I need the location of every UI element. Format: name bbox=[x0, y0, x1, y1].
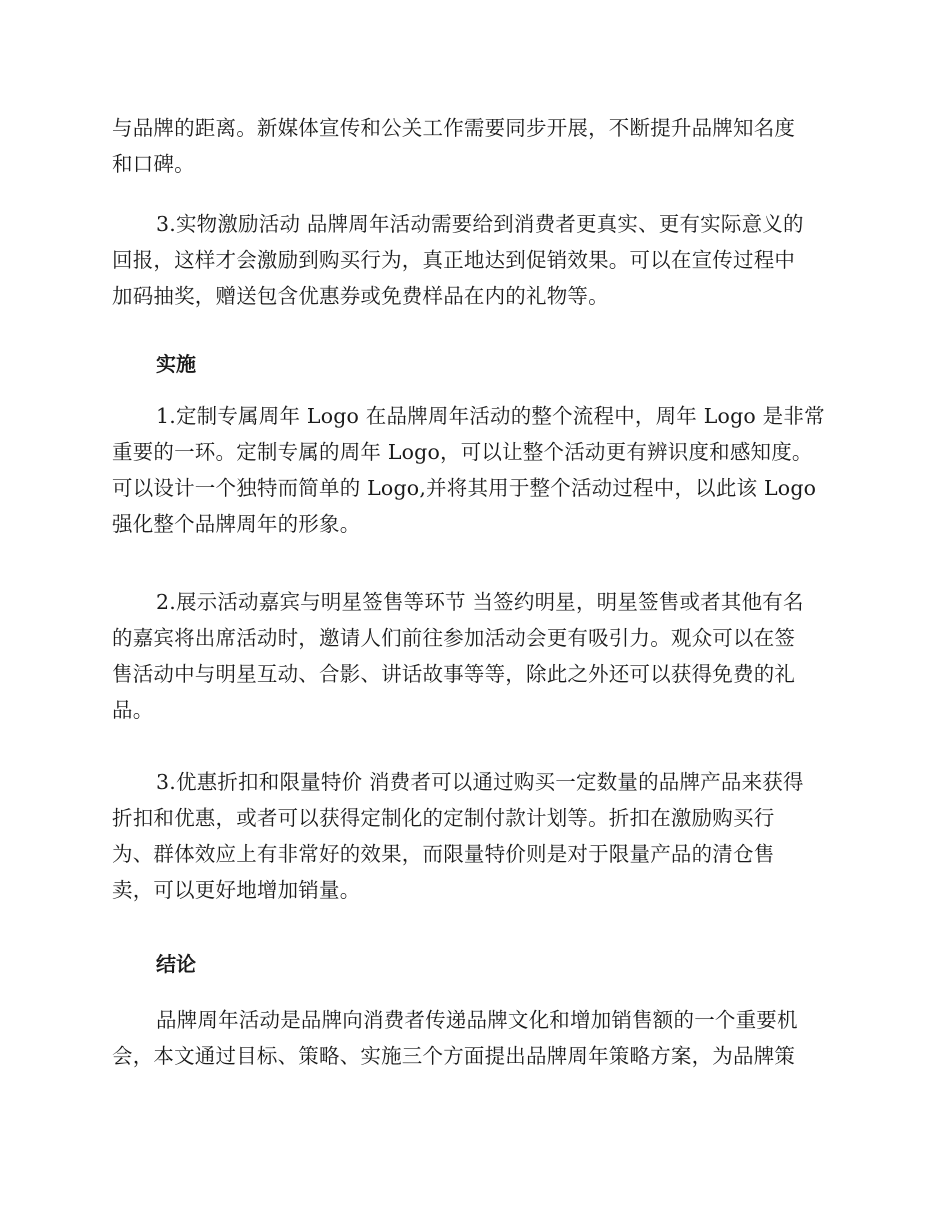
paragraph-line: 折扣和优惠，或者可以获得定制化的定制付款计划等。折扣在激励购买行 bbox=[112, 806, 775, 830]
paragraph-line: 的嘉宾将出席活动时，邀请人们前往参加活动会更有吸引力。观众可以在签 bbox=[112, 626, 796, 650]
paragraph-line: 重要的一环。定制专属的周年 Logo，可以让整个活动更有辨识度和感知度。 bbox=[112, 440, 813, 464]
paragraph-line: 卖，可以更好地增加销量。 bbox=[112, 878, 361, 902]
paragraph-line: 回报，这样才会激励到购买行为，真正地达到促销效果。可以在宣传过程中 bbox=[112, 248, 796, 272]
paragraph-line: 和口碑。 bbox=[112, 152, 195, 176]
paragraph-line: 会，本文通过目标、策略、实施三个方面提出品牌周年策略方案，为品牌策 bbox=[112, 1044, 796, 1068]
paragraph-line: 与品牌的距离。新媒体宣传和公关工作需要同步开展，不断提升品牌知名度 bbox=[112, 116, 796, 140]
section-heading-implementation: 实施 bbox=[156, 352, 196, 376]
paragraph-line: 品。 bbox=[112, 698, 154, 722]
paragraph-line: 品牌周年活动是品牌向消费者传递品牌文化和增加销售额的一个重要机 bbox=[156, 1008, 798, 1032]
paragraph-line: 为、群体效应上有非常好的效果，而限量特价则是对于限量产品的清仓售 bbox=[112, 842, 775, 866]
paragraph-line: 强化整个品牌周年的形象。 bbox=[112, 512, 361, 536]
strategy-item-3-paragraph bbox=[112, 206, 828, 314]
conclusion-paragraph bbox=[112, 1002, 828, 1074]
implementation-item-1-paragraph bbox=[112, 398, 828, 542]
implementation-item-3-paragraph bbox=[112, 764, 828, 908]
paragraph-line: 加码抽奖，赠送包含优惠券或免费样品在内的礼物等。 bbox=[112, 284, 609, 308]
paragraph-line: 3.实物激励活动 品牌周年活动需要给到消费者更真实、更有实际意义的 bbox=[156, 212, 804, 236]
paragraph-line: 3.优惠折扣和限量特价 消费者可以通过购买一定数量的品牌产品来获得 bbox=[156, 770, 804, 794]
paragraph-line: 售活动中与明星互动、合影、讲话故事等等，除此之外还可以获得免费的礼 bbox=[112, 662, 796, 686]
paragraph-line: 可以设计一个独特而简单的 Logo,并将其用于整个活动过程中，以此该 Logo bbox=[112, 476, 817, 500]
section-heading-conclusion: 结论 bbox=[156, 952, 196, 976]
continuation-paragraph bbox=[112, 110, 828, 182]
paragraph-line: 2.展示活动嘉宾与明星签售等环节 当签约明星，明星签售或者其他有名 bbox=[156, 590, 804, 614]
paragraph-line: 1.定制专属周年 Logo 在品牌周年活动的整个流程中，周年 Logo 是非常 bbox=[156, 404, 825, 428]
implementation-item-2-paragraph bbox=[112, 584, 828, 728]
